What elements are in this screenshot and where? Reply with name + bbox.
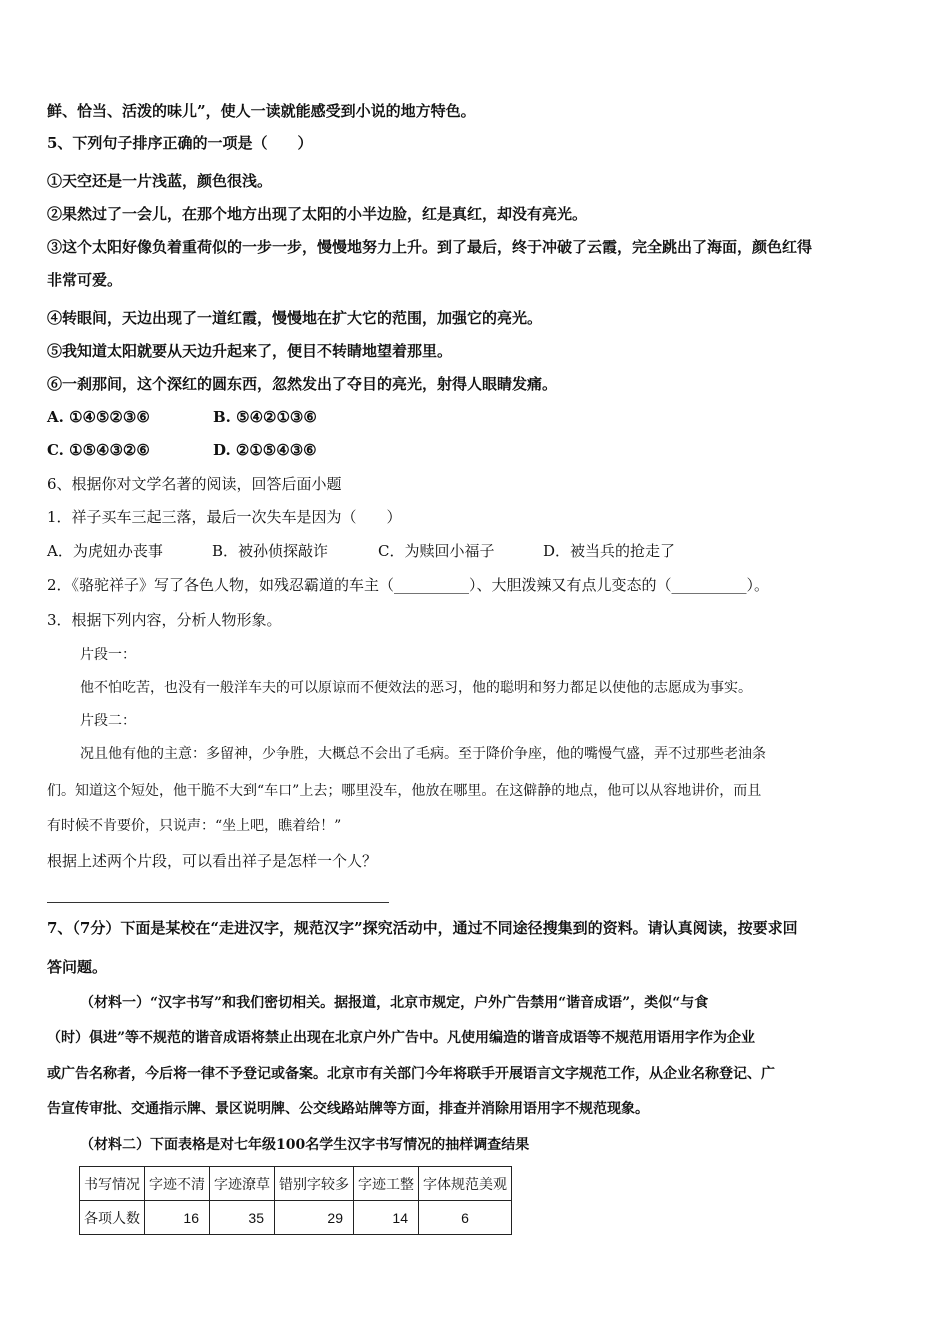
q5-option-d: D. ②①⑤④③⑥ [213, 441, 317, 459]
table-row [80, 1201, 512, 1235]
sentence-5: ⑤我知道太阳就要从天边升起来了，便目不转睛地望着那里。 [47, 342, 453, 360]
table-cell: 16 [145, 1201, 210, 1235]
question-6-2-stem: 2．《骆驼祥子》写了各色人物，如残忍霸道的车主（__________）、大胆泼辣又有点儿变态的（__________）。 [47, 576, 770, 594]
passage-tail-line: 鲜、恰当、活泼的味儿”，使人一读就能感受到小说的地方特色。 [47, 102, 476, 120]
handwriting-survey-table [79, 1166, 512, 1235]
sentence-1: ①天空还是一片浅蓝，颜色很浅。 [47, 172, 273, 190]
sentence-4: ④转眼间，天边出现了一道红霞，慢慢地在扩大它的范围，加强它的亮光。 [47, 309, 543, 327]
sentence-6: ⑥一刹那间，这个深红的圆东西，忽然发出了夺目的亮光，射得人眼睛发痛。 [47, 375, 558, 393]
fragment-1-text: 他不怕吃苦，也没有一般洋车夫的可以原谅而不便效法的恶习，他的聪明和努力都足以使他的志愿成为事实。 [80, 680, 752, 696]
sentence-2: ②果然过了一会儿，在那个地方出现了太阳的小半边脸，红是真红，却没有亮光。 [47, 205, 588, 223]
sentence-3-line-2: 非常可爱。 [47, 271, 123, 289]
material-1-line-3: 或广告名称者，今后将一律不予登记或备案。北京市有关部门今年将联手开展语言文字规范工作，从企业名称登记、广 [47, 1066, 775, 1082]
fragment-2-label: 片段二： [80, 713, 136, 729]
question-6-3-stem: 3．根据下列内容，分析人物形象。 [47, 611, 282, 629]
fragment-2-line-3: 有时候不肯要价，只说声：“坐上吧，瞧着给！” [47, 818, 342, 834]
question-6-stem: 6、根据你对文学名著的阅读，回答后面小题 [47, 475, 342, 493]
q5-option-a: A. ①④⑤②③⑥ [47, 408, 150, 426]
material-1-line-2: （时）俱进”等不规范的谐音成语将禁止出现在北京户外广告中。凡使用编造的谐音成语等不规范用语用字作为企业 [47, 1030, 756, 1046]
table-header-cell: 字体规范美观 [419, 1167, 512, 1201]
table-cell: 29 [275, 1201, 354, 1235]
q6-1-option-d: D．被当兵的抢走了 [543, 542, 676, 560]
q5-option-c: C. ①⑤④③②⑥ [47, 441, 150, 459]
table-header-cell: 错别字较多 [275, 1167, 354, 1201]
table-header-cell: 字迹潦草 [210, 1167, 275, 1201]
fragment-1-label: 片段一： [80, 647, 136, 663]
q6-1-option-a: A．为虎妞办丧事 [47, 542, 163, 560]
answer-line [47, 902, 389, 903]
question-6-3-prompt: 根据上述两个片段，可以看出祥子是怎样一个人？ [47, 852, 378, 870]
material-1-line-4: 告宣传审批、交通指示牌、景区说明牌、公交线路站牌等方面，排查并消除用语用字不规范现象。 [47, 1101, 649, 1117]
table-row-label: 各项人数 [80, 1201, 145, 1235]
question-7-stem-line-2: 答问题。 [47, 958, 108, 976]
table-cell: 14 [354, 1201, 419, 1235]
material-2-caption: （材料二）下面表格是对七年级100名学生汉字书写情况的抽样调查结果 [80, 1137, 530, 1153]
q6-1-option-c: C．为赎回小福子 [378, 542, 495, 560]
table-cell: 35 [210, 1201, 275, 1235]
table-header-cell: 字迹不清 [145, 1167, 210, 1201]
question-7-stem-line-1: 7、（7分）下面是某校在“走进汉字，规范汉字”探究活动中，通过不同途径搜集到的资料。请认真阅读，按要求回 [47, 919, 798, 937]
question-6-1-stem: 1．祥子买车三起三落，最后一次失车是因为（ ） [47, 508, 402, 526]
table-header-cell: 书写情况 [80, 1167, 145, 1201]
sentence-3-line-1: ③这个太阳好像负着重荷似的一步一步，慢慢地努力上升。到了最后，终于冲破了云霞，完全跳出了海面，颜色红得 [47, 238, 813, 256]
q6-1-option-b: B．被孙侦探敲诈 [212, 542, 329, 560]
table-header-row [80, 1167, 512, 1201]
table-header-cell: 字迹工整 [354, 1167, 419, 1201]
fragment-2-line-1: 况且他有他的主意：多留神，少争胜，大概总不会出了毛病。至于降价争座，他的嘴慢气盛，弄不过那些老油条 [80, 746, 766, 762]
q5-option-b: B. ⑤④②①③⑥ [213, 408, 317, 426]
fragment-2-line-2: 们。知道这个短处，他干脆不大到“车口”上去；哪里没车，他放在哪里。在这僻静的地点，他可以从容地讲价，而且 [47, 783, 762, 799]
material-1-line-1: （材料一）“汉字书写”和我们密切相关。据报道，北京市规定，户外广告禁用“谐音成语”，类似“与食 [80, 995, 709, 1011]
table-cell: 6 [419, 1201, 512, 1235]
question-5-stem: 5、下列句子排序正确的一项是（ ） [47, 134, 313, 152]
